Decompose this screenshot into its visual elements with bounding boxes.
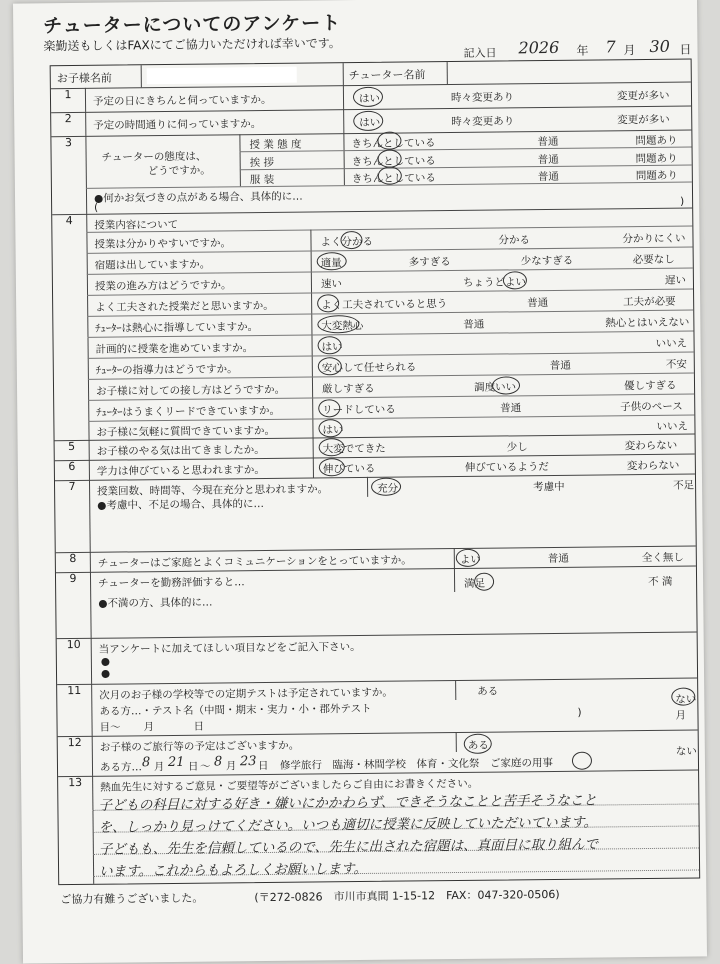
option-3: 優しすぎる — [623, 379, 677, 393]
item-text: 授業の進み方はどうですか。 — [94, 279, 232, 293]
question-11 — [57, 677, 698, 737]
event-types: 修学旅行 臨海・林間学校 体育・文化祭 ご家庭の用事 — [279, 756, 554, 772]
option-3: 分かりにくい — [622, 232, 686, 246]
comment-line-1: 子どもの科目に対する好き・嫌いにかかわらず、できそうなことと苦手そうなこと — [98, 792, 597, 814]
question-text: 予定の時間通りに伺っていますか。 — [93, 118, 262, 132]
option-normal: 普通 — [537, 170, 559, 184]
end-month: 8 — [213, 754, 223, 770]
option-2: 普通 — [463, 318, 485, 331]
question-number: 10 — [57, 638, 92, 684]
question-text: チューターの態度は、 — [101, 150, 207, 164]
detail-prefix: ある方… — [99, 761, 143, 774]
option-3: 変わらない — [626, 459, 680, 473]
option-2: いいえ — [655, 337, 688, 350]
question-13 — [58, 769, 699, 884]
tutor-name-label: チューター名前 — [348, 68, 426, 83]
question-3 — [51, 130, 692, 216]
item-text: ﾁｭｰﾀｰの指導力はどうですか。 — [95, 363, 238, 377]
question-text-2: どうですか。 — [147, 164, 211, 178]
option-no: ない — [675, 745, 697, 758]
date-month: 7 — [605, 37, 616, 57]
start-month: 8 — [141, 755, 151, 771]
option-1: 大変でてきた — [322, 442, 386, 456]
question-number: 5 — [55, 440, 90, 460]
option-proper: きちんとしている — [351, 137, 436, 151]
child-name-redacted — [147, 67, 297, 85]
page-subtitle: 楽勤送もしくはFAXにてご協力いただければ幸いです。 — [43, 36, 341, 54]
option-1: 充分 — [377, 482, 399, 495]
date-year-unit: 年 — [576, 43, 589, 58]
end-day: 23 — [239, 754, 257, 770]
date-day-unit: 日 — [679, 42, 692, 57]
option-3: 不安 — [665, 358, 687, 371]
option-yes: ある — [467, 739, 489, 752]
comment-line-2: を、しっかり見っけてください。いつも適切に授業に反映していただいています。 — [98, 814, 598, 836]
option-1: よく工夫されていると思う — [321, 298, 448, 312]
selected-circle — [572, 752, 592, 770]
option-yes: はい — [359, 116, 381, 129]
option-2: 多すぎる — [408, 256, 451, 269]
option-proper: きちんとしている — [351, 155, 436, 169]
bullet-1: ● — [100, 655, 111, 668]
section-heading: 授業内容について — [94, 218, 179, 232]
option-2: 普通 — [547, 552, 569, 566]
option-normal: 普通 — [537, 153, 559, 167]
option-1: 伸びている — [322, 462, 376, 476]
question-4 — [52, 208, 694, 442]
item-text: お子様に対しての接し方はどうですか。 — [95, 383, 286, 398]
start-day-unit: 日 — [187, 760, 199, 773]
option-3: 熱心とはいえない — [605, 316, 690, 330]
paren-close: ) — [680, 195, 685, 208]
option-often: 変更が多い — [616, 89, 670, 103]
option-no: ない — [675, 693, 697, 706]
question-number: 8 — [56, 552, 91, 572]
page-title: チューターについてのアンケート — [43, 12, 342, 38]
option-yes: ある — [477, 685, 499, 698]
item-text: よく工夫された授業だと思いますか。 — [95, 299, 274, 314]
question-text: お子様のやる気は出てきましたか。 — [96, 443, 265, 458]
tilde: ～ — [199, 760, 211, 773]
question-text: お子様のご旅行等の予定はございますか。 — [99, 739, 300, 754]
option-3: 少なすぎる — [520, 254, 574, 268]
option-1: リードしている — [322, 403, 396, 417]
question-text: 熱血先生に対するご意見・ご要望等がございましたらご自由にお書きください。 — [100, 777, 479, 794]
date-year: 2026 — [518, 37, 560, 58]
question-number: 6 — [55, 460, 90, 480]
item-text: 宿題は出していますか。 — [94, 258, 211, 272]
selected-circle — [318, 399, 340, 417]
option-1: 速い — [320, 278, 343, 291]
selected-circle — [474, 573, 494, 591]
end-month-unit: 月 — [225, 760, 237, 773]
option-1: 安心して任せられる — [321, 361, 417, 375]
question-10 — [57, 631, 697, 685]
option-2: 分かる — [498, 234, 531, 247]
option-1: 厳しすぎる — [321, 382, 375, 396]
option-1: よい — [459, 553, 481, 566]
option-2: 普通 — [549, 359, 571, 373]
option-3: 全く無し — [641, 551, 684, 565]
start-month-unit: 月 — [153, 761, 165, 774]
option-3: 遅い — [664, 274, 686, 287]
option-2: 不 満 — [648, 575, 673, 588]
day-prefix: 目～ — [99, 721, 121, 734]
option-3: 工夫が必要 — [623, 295, 676, 309]
bullet-2: ● — [100, 667, 111, 680]
question-number: 13 — [58, 776, 94, 884]
option-1: 満足 — [464, 577, 486, 590]
option-1: よく分かる — [320, 235, 374, 249]
option-problem: 問題あり — [635, 134, 678, 148]
question-number: 3 — [51, 136, 87, 214]
note-label: ●考慮中、不足の場合、具体的に… — [97, 498, 264, 512]
clothing-label: 服 装 — [249, 173, 275, 187]
question-7 — [55, 473, 696, 553]
question-text: 次月のお子様の学校等での定期テストは予定されていますか。 — [99, 686, 393, 702]
option-3: 子供のペース — [620, 400, 683, 414]
option-3: 変わらない — [624, 439, 678, 453]
question-text: 学力は伸びていると思われますか。 — [96, 463, 265, 478]
option-normal: 普通 — [537, 135, 559, 149]
question-number: 7 — [55, 480, 91, 552]
note-label: ●不満の方、具体的に… — [98, 596, 213, 610]
question-text: 予定の日にきちんと伺っていますか。 — [92, 93, 272, 108]
option-yes: はい — [358, 92, 381, 105]
option-1: 適量 — [320, 257, 342, 270]
option-sometimes: 時々変更あり — [451, 115, 515, 129]
test-detail: ある方…・テスト名（中間・期末・実力・小・郡外テスト — [99, 702, 372, 718]
option-2: 普通 — [500, 402, 522, 415]
option-1: 大変熱心 — [321, 319, 364, 333]
comment-line-4: います。これからもよろしくお願いします。 — [99, 860, 368, 880]
day-unit: 日 — [193, 720, 205, 733]
option-2: 伸びているようだ — [464, 461, 549, 474]
option-problem: 問題あり — [635, 169, 678, 183]
option-1: はい — [321, 341, 343, 354]
paren-open: ( — [94, 201, 99, 214]
month-unit-2: 月 — [143, 721, 155, 734]
month-unit: 月 — [675, 709, 687, 722]
option-2: ちょうどよい — [462, 276, 527, 289]
note-label: ●何かお気づきの点がある場合、具体的に… — [93, 190, 303, 205]
option-1: はい — [322, 424, 344, 437]
question-number: 12 — [58, 736, 93, 776]
option-2: 少し — [506, 441, 528, 454]
question-number: 2 — [51, 112, 86, 136]
question-number: 1 — [51, 88, 86, 112]
question-text: チューターはご家庭とよくコミュニケーションをとっていますか。 — [97, 554, 412, 570]
date-day: 30 — [649, 36, 670, 56]
start-day: 21 — [167, 754, 185, 771]
question-text: チューターを勤務評価すると… — [98, 576, 245, 590]
date-label: 記入日 — [463, 46, 497, 60]
option-4: 必要なし — [632, 253, 675, 267]
footer-address: (〒272-0826 市川市真間 1-15-12 FAX：047-320-0506) — [254, 887, 560, 905]
option-problem: 問題あり — [635, 152, 678, 166]
option-2: いいえ — [656, 420, 689, 433]
date-month-unit: 月 — [623, 43, 636, 58]
question-text: 授業回数、時間等、今現在充分と思われますか。 — [97, 483, 329, 498]
option-2: 考慮中 — [533, 480, 565, 494]
option-sometimes: 時々変更あり — [450, 91, 515, 105]
question-number: 11 — [57, 684, 93, 736]
question-9 — [56, 565, 697, 639]
question-number: 4 — [52, 214, 89, 440]
option-2: 調度いい — [473, 381, 517, 394]
selected-circle — [378, 167, 402, 185]
option-2: 普通 — [527, 297, 549, 310]
paren-close: ) — [577, 706, 582, 719]
child-name-label: お子様名前 — [56, 71, 112, 86]
item-text: 授業は分かりやすいですか。 — [94, 237, 232, 251]
comment-line-3: 子どもも、先生を信頼しているので、先生に出された宿題は、真面目に取り組んで — [98, 836, 599, 858]
question-number: 9 — [56, 572, 92, 638]
option-3: 不足 — [673, 479, 695, 492]
survey-form — [50, 59, 701, 886]
option-often: 変更が多い — [617, 113, 670, 127]
footer-thanks: ご協力有難うございました。 — [60, 891, 204, 907]
greeting-label: 挨 拶 — [249, 156, 275, 170]
item-text: お子様に気軽に質問できていますか。 — [96, 424, 276, 439]
item-text: ﾁｭｰﾀｰは熱心に指導していますか。 — [95, 321, 259, 335]
selected-circle — [317, 252, 347, 270]
item-text: ﾁｭｰﾀｰはうまくリードできていますか。 — [96, 404, 281, 419]
question-text: 当アンケートに加えてほしい項目などをご記入下さい。 — [98, 641, 361, 656]
end-day-unit: 日 — [257, 759, 269, 773]
survey-sheet — [13, 0, 707, 964]
item-text: 計画的に授業を進めていますか。 — [95, 342, 254, 356]
option-proper: きちんとしている — [351, 172, 436, 186]
attitude-label: 授 業 態 度 — [249, 138, 302, 152]
